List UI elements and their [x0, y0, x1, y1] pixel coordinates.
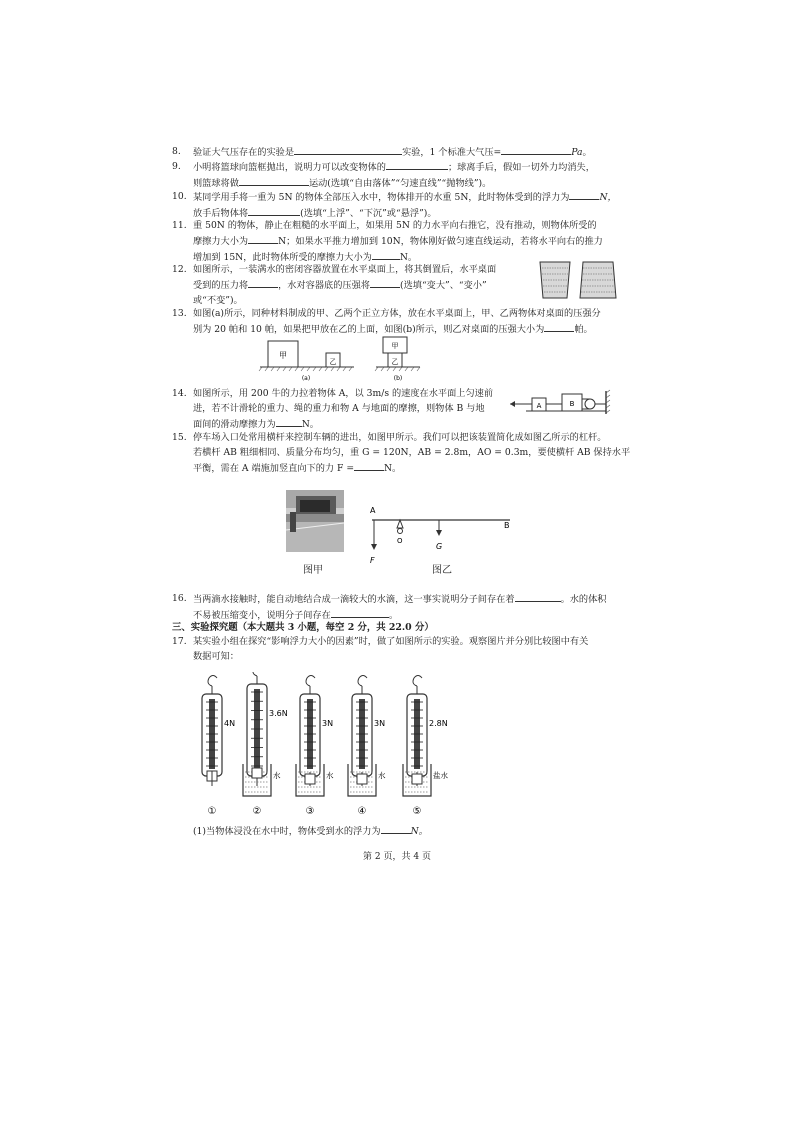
liquid-label: 水	[273, 771, 281, 780]
question-17-part-1	[172, 823, 632, 839]
spring-scale-1	[202, 676, 235, 818]
scale-reading: 4N	[224, 719, 236, 728]
question-text: 验证大气压存在的实验是	[193, 147, 295, 158]
spring-scale-3	[296, 676, 334, 818]
answer-blank[interactable]	[354, 460, 384, 471]
section-header: 三、实验探究题（本大题共 3 小题，每空 2 分，共 22.0 分）	[172, 622, 434, 633]
parking-gate-photo	[286, 490, 344, 552]
question-number: 12.	[172, 264, 187, 275]
question-number: 15.	[172, 432, 187, 443]
step-label: ④	[357, 806, 367, 817]
test-object	[305, 774, 315, 784]
question-text: (1)当物体浸没在水中时，物体受到水的浮力为	[193, 826, 381, 837]
question-text: 。水的体积	[560, 594, 607, 605]
question-text: 某同学用手将一重为 5N 的物体全部压入水中，物体排开的水重 5N，此时物体受到的浮力为	[193, 192, 570, 203]
figure-jia-caption: 图甲	[303, 565, 323, 576]
question-number: 10.	[172, 191, 187, 202]
step-label: ③	[305, 806, 315, 817]
answer-blank[interactable]	[239, 175, 309, 186]
question-text: 某实验小组在探究“影响浮力大小的因素”时，做了如图所示的实验。观察图片并分别比较图中有关	[193, 636, 589, 647]
pulley-figure	[506, 388, 618, 420]
question-14	[172, 386, 512, 432]
step-label: ①	[207, 806, 217, 817]
answer-blank[interactable]	[515, 591, 561, 602]
question-text: 数据可知：	[193, 651, 239, 662]
question-text: N；如果水平推力增加到 10N，物体刚好做匀速直线运动，若将水平向右的推力	[278, 236, 603, 247]
figure-b	[375, 337, 420, 382]
answer-blank[interactable]	[331, 607, 389, 618]
scale-reading: 2.8N	[429, 719, 448, 728]
answer-blank[interactable]	[276, 416, 302, 427]
test-object	[252, 768, 262, 778]
question-text: 帕。	[574, 324, 593, 335]
step-label: ②	[252, 806, 262, 817]
figure-a-caption: (a)	[301, 375, 311, 382]
scale-reading: 3.6N	[269, 709, 288, 718]
answer-blank[interactable]	[248, 233, 278, 244]
question-17	[172, 634, 632, 664]
question-text: 。	[388, 610, 398, 621]
question-number: 11.	[172, 220, 187, 231]
fulcrum-o-label: O	[397, 537, 403, 545]
pulley-icon	[585, 399, 595, 409]
cube-jia-label: 甲	[279, 351, 287, 360]
point-a-label: A	[370, 506, 376, 515]
answer-blank[interactable]	[372, 249, 400, 260]
answer-blank[interactable]	[381, 823, 411, 834]
gravity-g-label: G	[436, 542, 443, 551]
question-number: 14.	[172, 388, 187, 399]
question-number: 16.	[172, 593, 187, 604]
question-text: 如图(a)所示，同种材料制成的甲、乙两个正立方体，放在水平桌面上，甲、乙两物体对桌面的压强分	[193, 308, 601, 319]
fulcrum-icon	[397, 520, 403, 528]
spring-scale-2	[243, 672, 288, 817]
spring-scale-experiment	[190, 672, 460, 822]
question-text: 平衡，需在 A 端施加竖直向下的力 F =	[193, 463, 355, 474]
question-number: 13.	[172, 308, 187, 319]
question-text: 受到的压力将	[193, 280, 249, 291]
question-text: N。	[384, 463, 402, 474]
unit-text: N，	[599, 192, 617, 203]
question-number: 17.	[172, 636, 187, 647]
question-text: 。	[582, 147, 592, 158]
question-15	[172, 430, 632, 476]
cubes-figure	[258, 334, 428, 384]
question-text: 实验，1 个标准大气压=	[402, 147, 502, 158]
question-text: 进，若不计滑轮的重力、绳的重力和物 A 与地面的摩擦，则物体 B 与地	[193, 403, 485, 414]
inverted-container-figure	[532, 258, 626, 302]
step-label: ⑤	[412, 806, 422, 817]
question-text: (选填“变大”、“变小”	[400, 280, 487, 291]
question-number: 9.	[172, 161, 181, 172]
point-b-label: B	[504, 521, 510, 530]
question-text: N。	[301, 419, 319, 430]
question-8	[172, 144, 632, 160]
question-text: 停车场入口处常用横杆来控制车辆的进出，如图甲所示。我们可以把该装置简化成如图乙所示的杠杆。	[193, 432, 607, 443]
question-text: 如图所示，用 200 牛的力拉着物体 A，以 3m/s 的速度在水平面上匀速前	[193, 388, 494, 399]
spring-scale-4	[348, 676, 386, 818]
liquid-label: 盐水	[433, 771, 448, 780]
question-text: 当两滴水接触时，能自动地结合成一滴较大的水滴，这一事实说明分子间存在着	[193, 594, 515, 605]
cube-jia-label: 甲	[391, 342, 399, 350]
answer-blank[interactable]	[294, 144, 402, 155]
page-footer: 第 2 页，共 4 页	[363, 852, 431, 862]
answer-blank[interactable]	[501, 144, 571, 155]
answer-blank[interactable]	[248, 277, 278, 288]
force-f-label: F	[370, 556, 375, 565]
cube-yi-label: 乙	[329, 358, 337, 366]
answer-blank[interactable]	[248, 205, 300, 216]
question-text: 或“不变”)。	[193, 295, 243, 306]
answer-blank[interactable]	[370, 277, 400, 288]
question-text: 摩擦力大小为	[193, 236, 249, 247]
spring-scale-5	[403, 676, 448, 818]
unit-text: Pa	[571, 147, 583, 158]
question-text: ；球离手后，假如一切外力均消失，	[447, 162, 595, 173]
question-text: 放手后物体将	[193, 208, 249, 219]
container-upright	[540, 262, 570, 298]
question-13	[172, 306, 632, 337]
question-text: 若横杆 AB 粗细相同、质量分布均匀，重 G = 120N，AB = 2.8m，AO = 0.3m，要使横杆 AB 保持水平	[193, 447, 631, 458]
figure-a	[259, 341, 354, 382]
block-b-label: B	[569, 400, 575, 408]
answer-blank[interactable]	[544, 321, 574, 332]
question-text: 不易被压缩变小，说明分子间存在	[193, 610, 331, 621]
scale-reading: 3N	[322, 719, 334, 728]
question-text: 重 50N 的物体，静止在粗糙的水平面上，如果用 5N 的力水平向右推它，没有推动，则物体所受的	[193, 220, 597, 231]
question-text: 别为 20 帕和 10 帕，如果把甲放在乙的上面，如图(b)所示，则乙对桌面的压强大小为	[193, 324, 545, 335]
test-object	[412, 774, 422, 784]
question-text: 面间的滑动摩擦力为	[193, 419, 276, 430]
figure-yi-caption: 图乙	[432, 565, 452, 576]
container-inverted	[580, 262, 616, 298]
question-text: 小明将篮球向篮框抛出，说明力可以改变物体的	[193, 162, 386, 173]
question-text: 则篮球将做	[193, 178, 239, 189]
question-text: 运动(选填“自由落体”“匀速直线”“抛物线”)。	[308, 178, 492, 189]
liquid-label: 水	[378, 771, 386, 780]
liquid-label: 水	[326, 771, 334, 780]
question-text: (选填“上浮”、“下沉”或“悬浮”)。	[300, 208, 437, 219]
scale-reading: 3N	[374, 719, 386, 728]
question-text: 如图所示，一装满水的密闭容器放置在水平桌面上，将其倒置后，水平桌面	[193, 264, 497, 275]
unit-text: N。	[410, 826, 428, 837]
question-12	[172, 262, 502, 308]
figure-b-caption: (b)	[393, 375, 403, 382]
question-9	[172, 159, 632, 191]
cube-yi-label: 乙	[391, 358, 399, 366]
question-text: ，水对容器底的压强将	[278, 280, 370, 291]
test-object	[357, 774, 367, 784]
question-text: 增加到 15N，此时物体所受的摩擦力大小为	[193, 252, 372, 263]
answer-blank[interactable]	[386, 159, 448, 170]
question-text: N。	[399, 252, 418, 263]
answer-blank[interactable]	[569, 189, 599, 200]
question-number: 8.	[172, 146, 181, 157]
question-10	[172, 189, 632, 221]
block-a-label: A	[536, 402, 542, 410]
